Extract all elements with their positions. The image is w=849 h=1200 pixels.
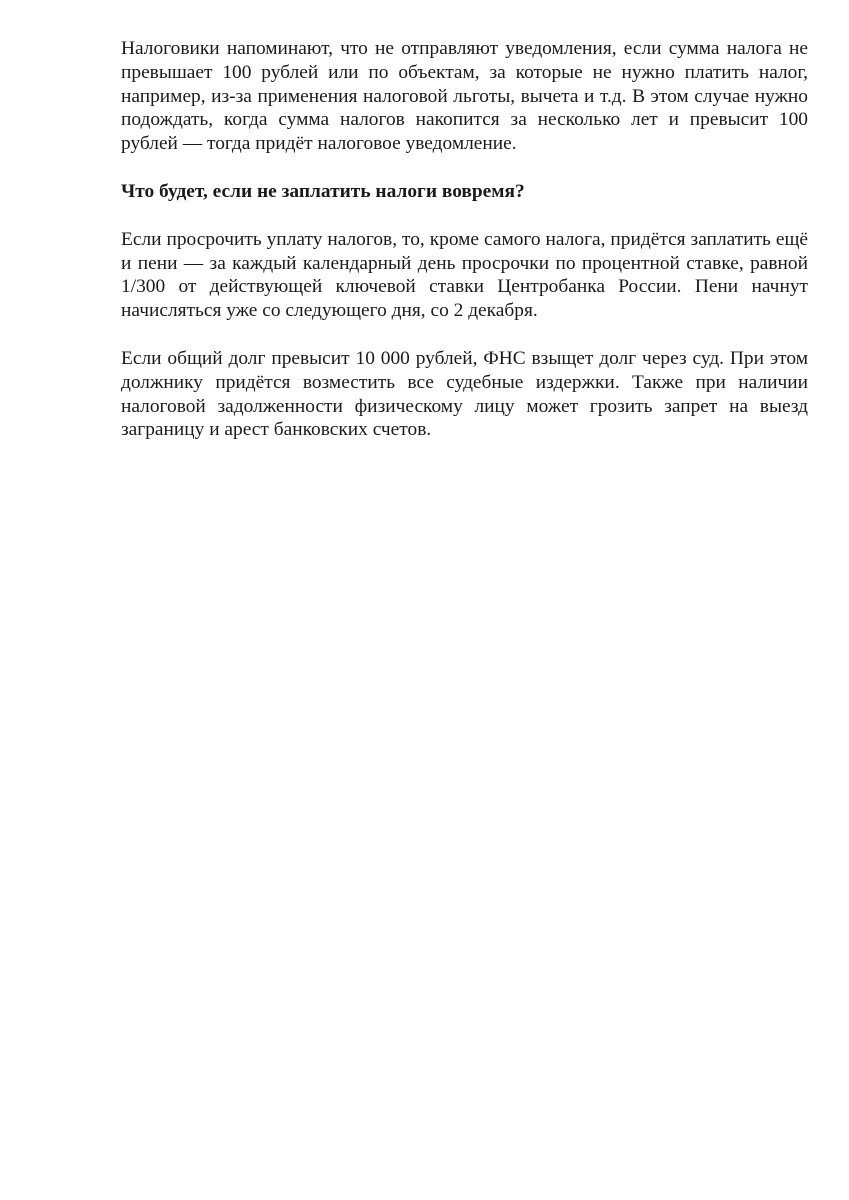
section-heading: Что будет, если не заплатить налоги вовремя? xyxy=(121,180,525,202)
paragraph-debt-collection: Если общий долг превысит 10 000 рублей, ФНС взыщет долг через суд. При этом должнику придётся возместить все судебные издержки. Также при наличии налоговой задолженности физическому лицу может грозить запрет на выезд заграницу и арест банковских счетов. xyxy=(121,347,808,441)
paragraph-notification-threshold: Налоговики напоминают, что не отправляют уведомления, если сумма налога не превышает 100 рублей или по объектам, за которые не нужно платить налог, например, из-за применения налоговой льготы, вычета и т.д. В этом случае нужно подождать, когда сумма налогов накопится за несколько лет и превысит 100 рублей — тогда придёт налоговое уведомление. xyxy=(121,38,808,155)
paragraph-late-payment-penalty: Если просрочить уплату налогов, то, кроме самого налога, придётся заплатить ещё и пени — за каждый календарный день просрочки по процентной ставке, равной 1/300 от действующей ключевой ставки Центробанка России. Пени начнут начисляться уже со следующего дня, со 2 декабря. xyxy=(121,228,808,322)
